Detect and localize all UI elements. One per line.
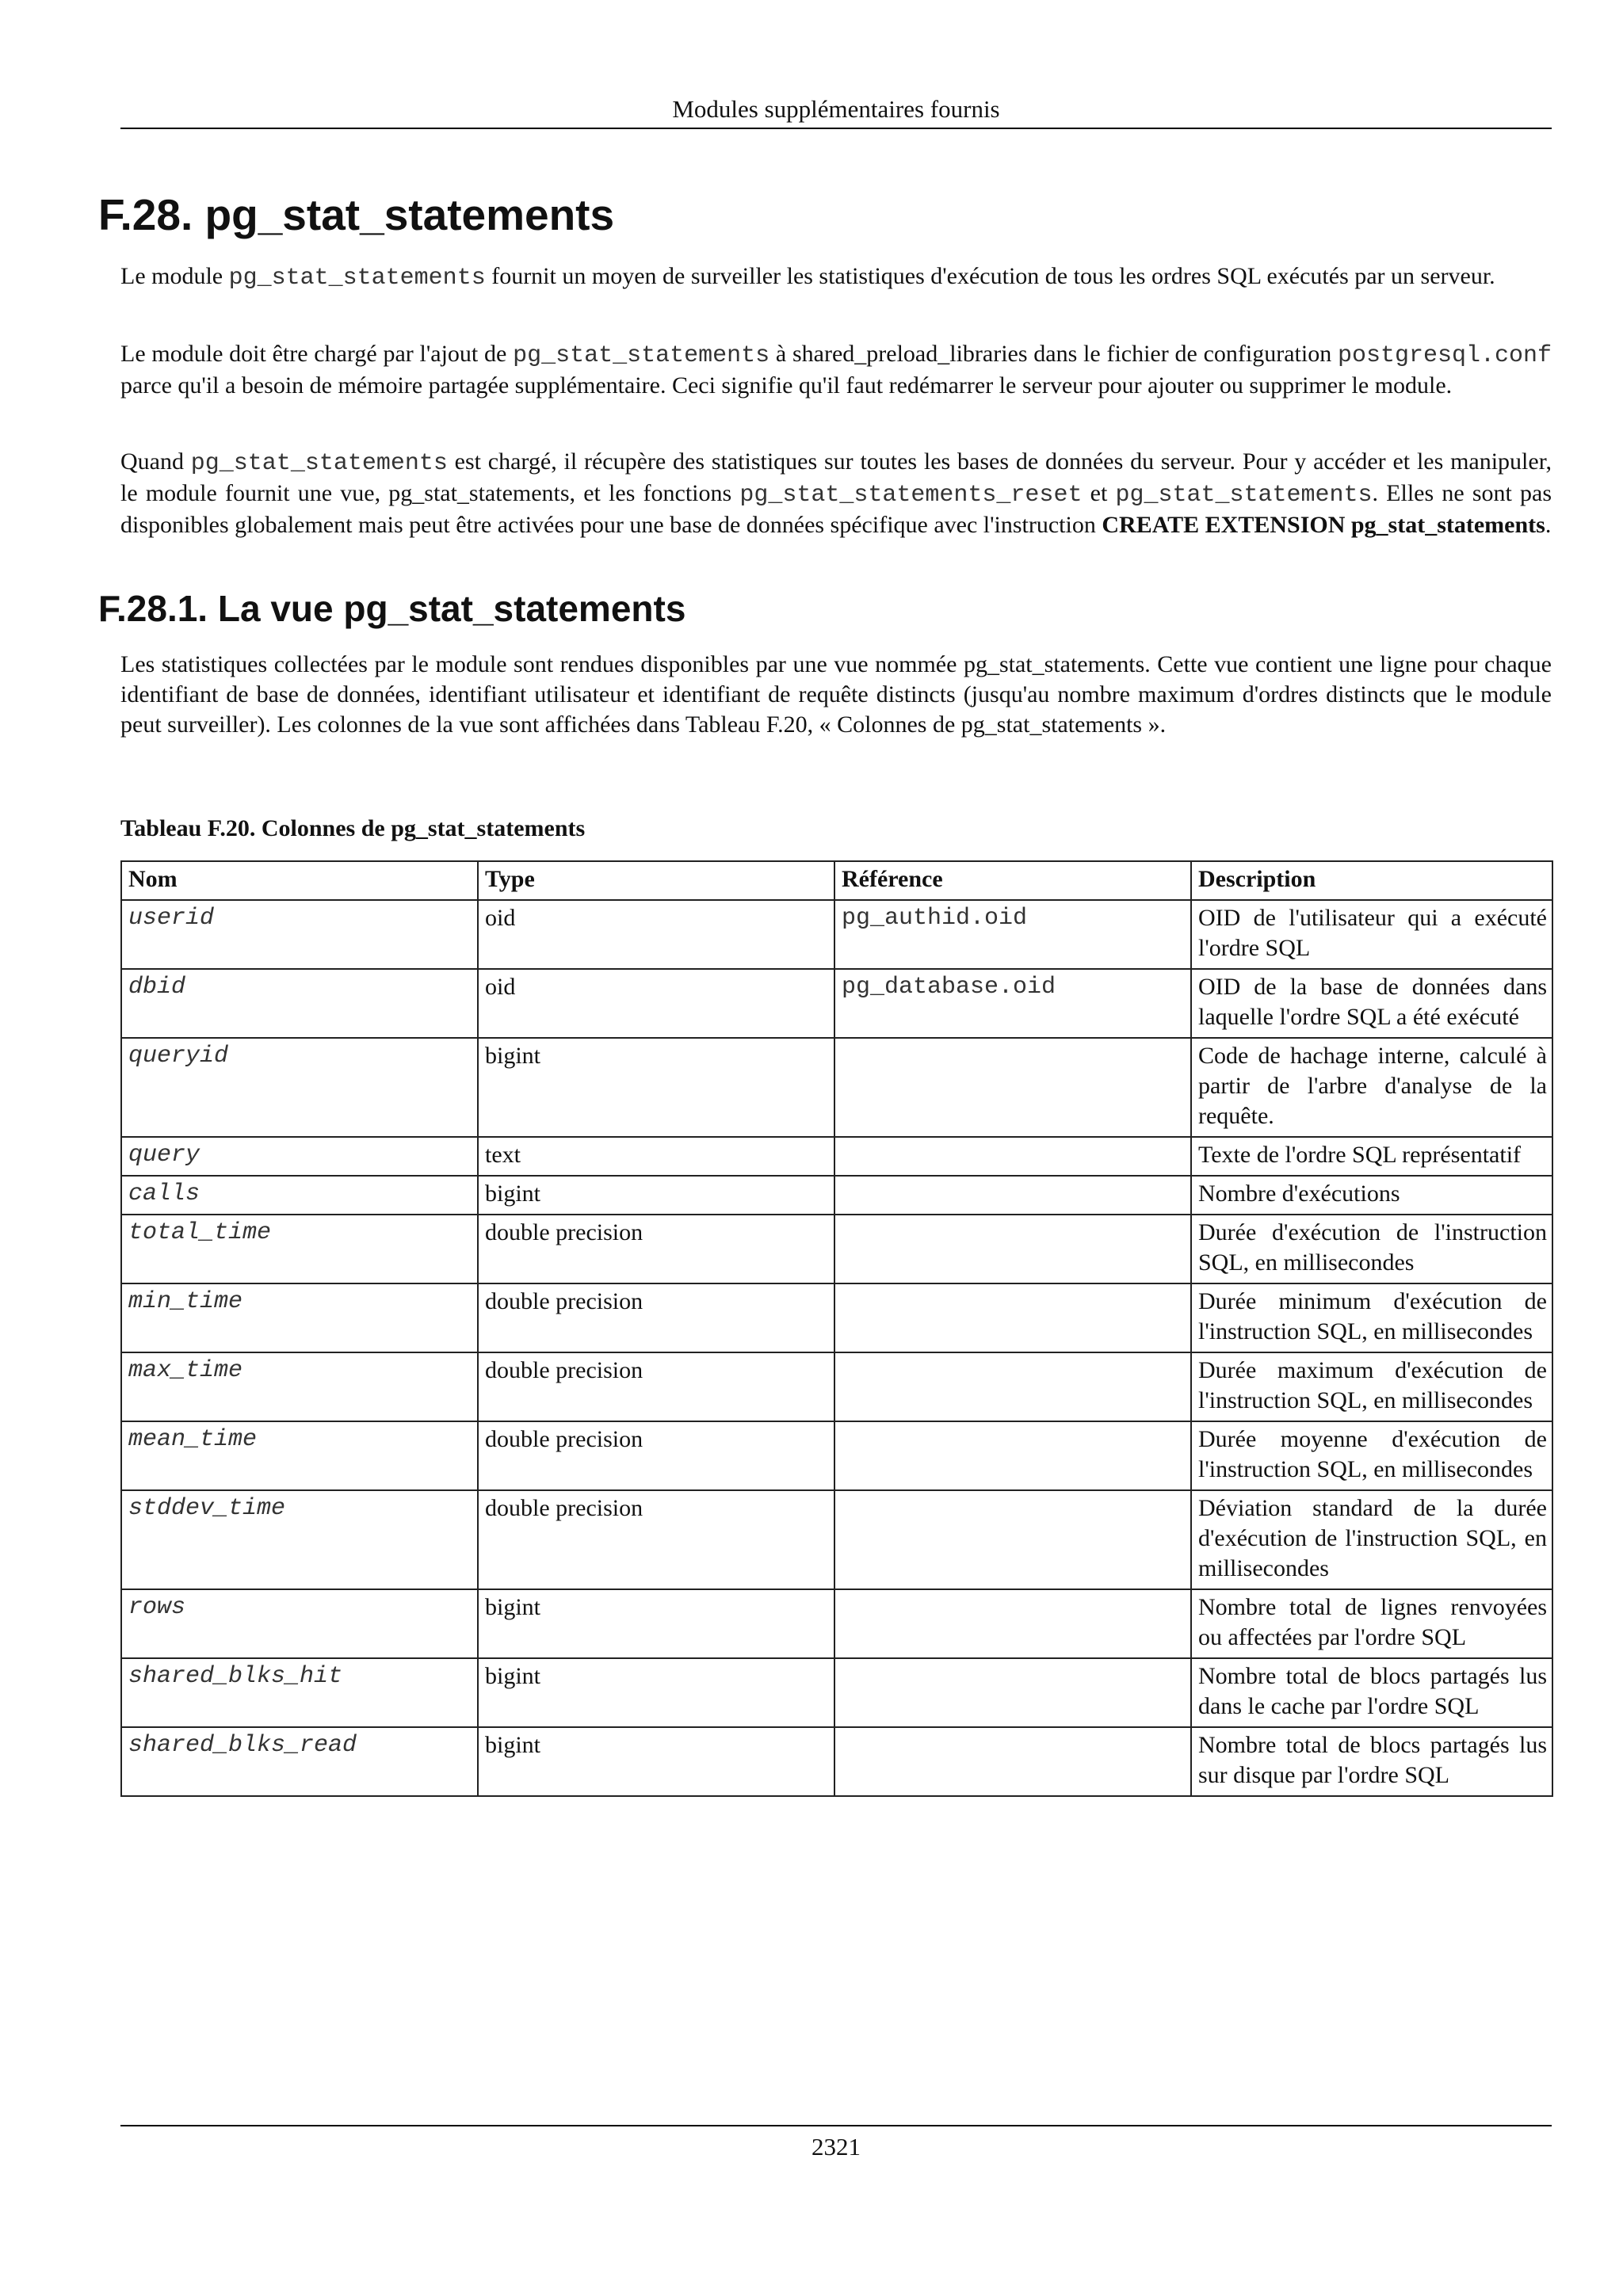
column-reference-cell (834, 1421, 1191, 1490)
table-row (121, 900, 1552, 969)
column-description-cell: OID de la base de données dans laquelle l'ordre SQL a été exécuté (1191, 969, 1552, 1038)
column-description-cell: Nombre total de lignes renvoyées ou affectées par l'ordre SQL (1191, 1589, 1552, 1658)
column-name-cell: stddev_time (121, 1490, 478, 1589)
table-row (121, 1490, 1552, 1589)
column-name-cell: mean_time (121, 1421, 478, 1490)
column-name-cell: min_time (121, 1283, 478, 1352)
intro-p3-text-mid-3: . Elles ne sont pas disponibles globalement mais peut être activées pour une base de données spécifique avec l'instruction (120, 480, 1552, 538)
column-reference-cell (834, 1589, 1191, 1658)
column-name-cell: dbid (121, 969, 478, 1038)
table-row (121, 1176, 1552, 1215)
column-description-cell: Durée d'exécution de l'instruction SQL, en millisecondes (1191, 1215, 1552, 1283)
column-reference-cell (834, 1176, 1191, 1215)
intro-p3-bold-command: CREATE EXTENSION pg_stat_statements (1102, 512, 1545, 538)
column-description-cell: Durée moyenne d'exécution de l'instruction SQL, en millisecondes (1191, 1421, 1552, 1490)
intro-p3-code-1: pg_stat_statements (190, 450, 448, 477)
intro-p3-text-post: . (1545, 512, 1552, 538)
chapter-title: F.28. pg_stat_statements (98, 190, 615, 239)
column-reference-cell (834, 1038, 1191, 1137)
footer-rule (120, 2125, 1552, 2126)
table-caption: Tableau F.20. Colonnes de pg_stat_statements (120, 815, 586, 841)
column-type-cell: bigint (478, 1038, 834, 1137)
header-rule (120, 128, 1552, 129)
table-header-cell: Nom (121, 861, 478, 900)
column-description-cell: Nombre total de blocs partagés lus dans le cache par l'ordre SQL (1191, 1658, 1552, 1727)
column-type-cell: bigint (478, 1658, 834, 1727)
column-name-cell: query (121, 1137, 478, 1176)
column-description-cell: Durée minimum d'exécution de l'instruction SQL, en millisecondes (1191, 1283, 1552, 1352)
column-type-cell: double precision (478, 1283, 834, 1352)
intro-p2-text-post: parce qu'il a besoin de mémoire partagée supplémentaire. Ceci signifie qu'il faut redémarrer le serveur pour ajouter ou supprimer le module. (120, 372, 1453, 399)
column-reference-cell: pg_database.oid (834, 969, 1191, 1038)
intro-p3-text-mid-2: et (1082, 480, 1116, 506)
column-reference-cell (834, 1658, 1191, 1727)
column-name-cell: queryid (121, 1038, 478, 1137)
column-type-cell: double precision (478, 1490, 834, 1589)
column-name-cell: shared_blks_hit (121, 1658, 478, 1727)
column-description-cell: Texte de l'ordre SQL représentatif (1191, 1137, 1552, 1176)
intro-p2-text-pre: Le module doit être chargé par l'ajout de (120, 341, 514, 367)
table-header-cell: Description (1191, 861, 1552, 900)
column-type-cell: double precision (478, 1215, 834, 1283)
running-header: Modules supplémentaires fournis (672, 95, 1000, 123)
columns-table (120, 860, 1553, 1797)
column-description-cell: Durée maximum d'exécution de l'instruction SQL, en millisecondes (1191, 1352, 1552, 1421)
table-row (121, 1215, 1552, 1283)
column-name-cell: total_time (121, 1215, 478, 1283)
section-paragraph-1: Les statistiques collectées par le module sont rendues disponibles par une vue nommée pg_stat_statements. Cette vue contient une ligne pour chaque identifiant de base de données, identifiant utilisateur et identifiant de requête distincts (jusqu'au nombre maximum d'ordres distincts que le module peut surveiller). Les colonnes de la vue sont affichées dans Tableau F.20, « Colonnes de pg_stat_statements ». (120, 651, 1552, 738)
column-name-cell: userid (121, 900, 478, 969)
column-name-cell: rows (121, 1589, 478, 1658)
table-row (121, 1727, 1552, 1796)
intro-paragraph-1 (120, 261, 1552, 293)
column-type-cell: text (478, 1137, 834, 1176)
column-reference-cell (834, 1352, 1191, 1421)
column-name-cell: max_time (121, 1352, 478, 1421)
intro-paragraph-3 (120, 447, 1552, 540)
column-type-cell: oid (478, 900, 834, 969)
column-name-cell: calls (121, 1176, 478, 1215)
column-description-cell: Nombre total de blocs partagés lus sur disque par l'ordre SQL (1191, 1727, 1552, 1796)
column-type-cell: bigint (478, 1589, 834, 1658)
column-type-cell: double precision (478, 1421, 834, 1490)
table-row (121, 1283, 1552, 1352)
column-description-cell: Déviation standard de la durée d'exécution de l'instruction SQL, en millisecondes (1191, 1490, 1552, 1589)
table-header-row (121, 861, 1552, 900)
column-name-cell: shared_blks_read (121, 1727, 478, 1796)
column-type-cell: double precision (478, 1352, 834, 1421)
table-row (121, 1421, 1552, 1490)
column-reference-cell (834, 1727, 1191, 1796)
column-reference-cell (834, 1283, 1191, 1352)
page-number: 2321 (812, 2133, 861, 2161)
intro-p2-text-mid: à shared_preload_libraries dans le fichier de configuration (769, 341, 1338, 367)
column-description-cell: Code de hachage interne, calculé à partir de l'arbre d'analyse de la requête. (1191, 1038, 1552, 1137)
column-description-cell: Nombre d'exécutions (1191, 1176, 1552, 1215)
table-header-cell: Référence (834, 861, 1191, 900)
column-reference-cell (834, 1215, 1191, 1283)
column-reference-cell (834, 1137, 1191, 1176)
intro-p1-text-pre: Le module (120, 263, 229, 289)
column-description-cell: OID de l'utilisateur qui a exécuté l'ordre SQL (1191, 900, 1552, 969)
intro-p1-code: pg_stat_statements (228, 265, 486, 292)
intro-p3-text-mid-1: est chargé, il récupère des statistiques sur toutes les bases de données du serveur. Pour y accéder et les manipuler, le module fournit une vue, pg_stat_statements, et les fonctions (120, 448, 1552, 506)
table-row (121, 1658, 1552, 1727)
intro-p3-code-3: pg_stat_statements (1115, 482, 1373, 509)
intro-p3-text-pre: Quand (120, 448, 191, 475)
table-row (121, 1589, 1552, 1658)
table-row (121, 969, 1552, 1038)
table-header-cell: Type (478, 861, 834, 900)
column-type-cell: bigint (478, 1176, 834, 1215)
intro-paragraph-2 (120, 339, 1552, 401)
intro-p2-code-2: postgresql.conf (1337, 342, 1552, 369)
column-reference-cell (834, 1490, 1191, 1589)
intro-p2-code-1: pg_stat_statements (513, 342, 770, 369)
table-row (121, 1352, 1552, 1421)
table-row (121, 1137, 1552, 1176)
column-type-cell: bigint (478, 1727, 834, 1796)
column-type-cell: oid (478, 969, 834, 1038)
column-reference-cell: pg_authid.oid (834, 900, 1191, 969)
intro-p3-code-2: pg_stat_statements_reset (739, 482, 1083, 509)
section-title: F.28.1. La vue pg_stat_statements (98, 588, 686, 629)
intro-p1-text-post: fournit un moyen de surveiller les statistiques d'exécution de tous les ordres SQL exécutés par un serveur. (485, 263, 1495, 289)
table-row (121, 1038, 1552, 1137)
